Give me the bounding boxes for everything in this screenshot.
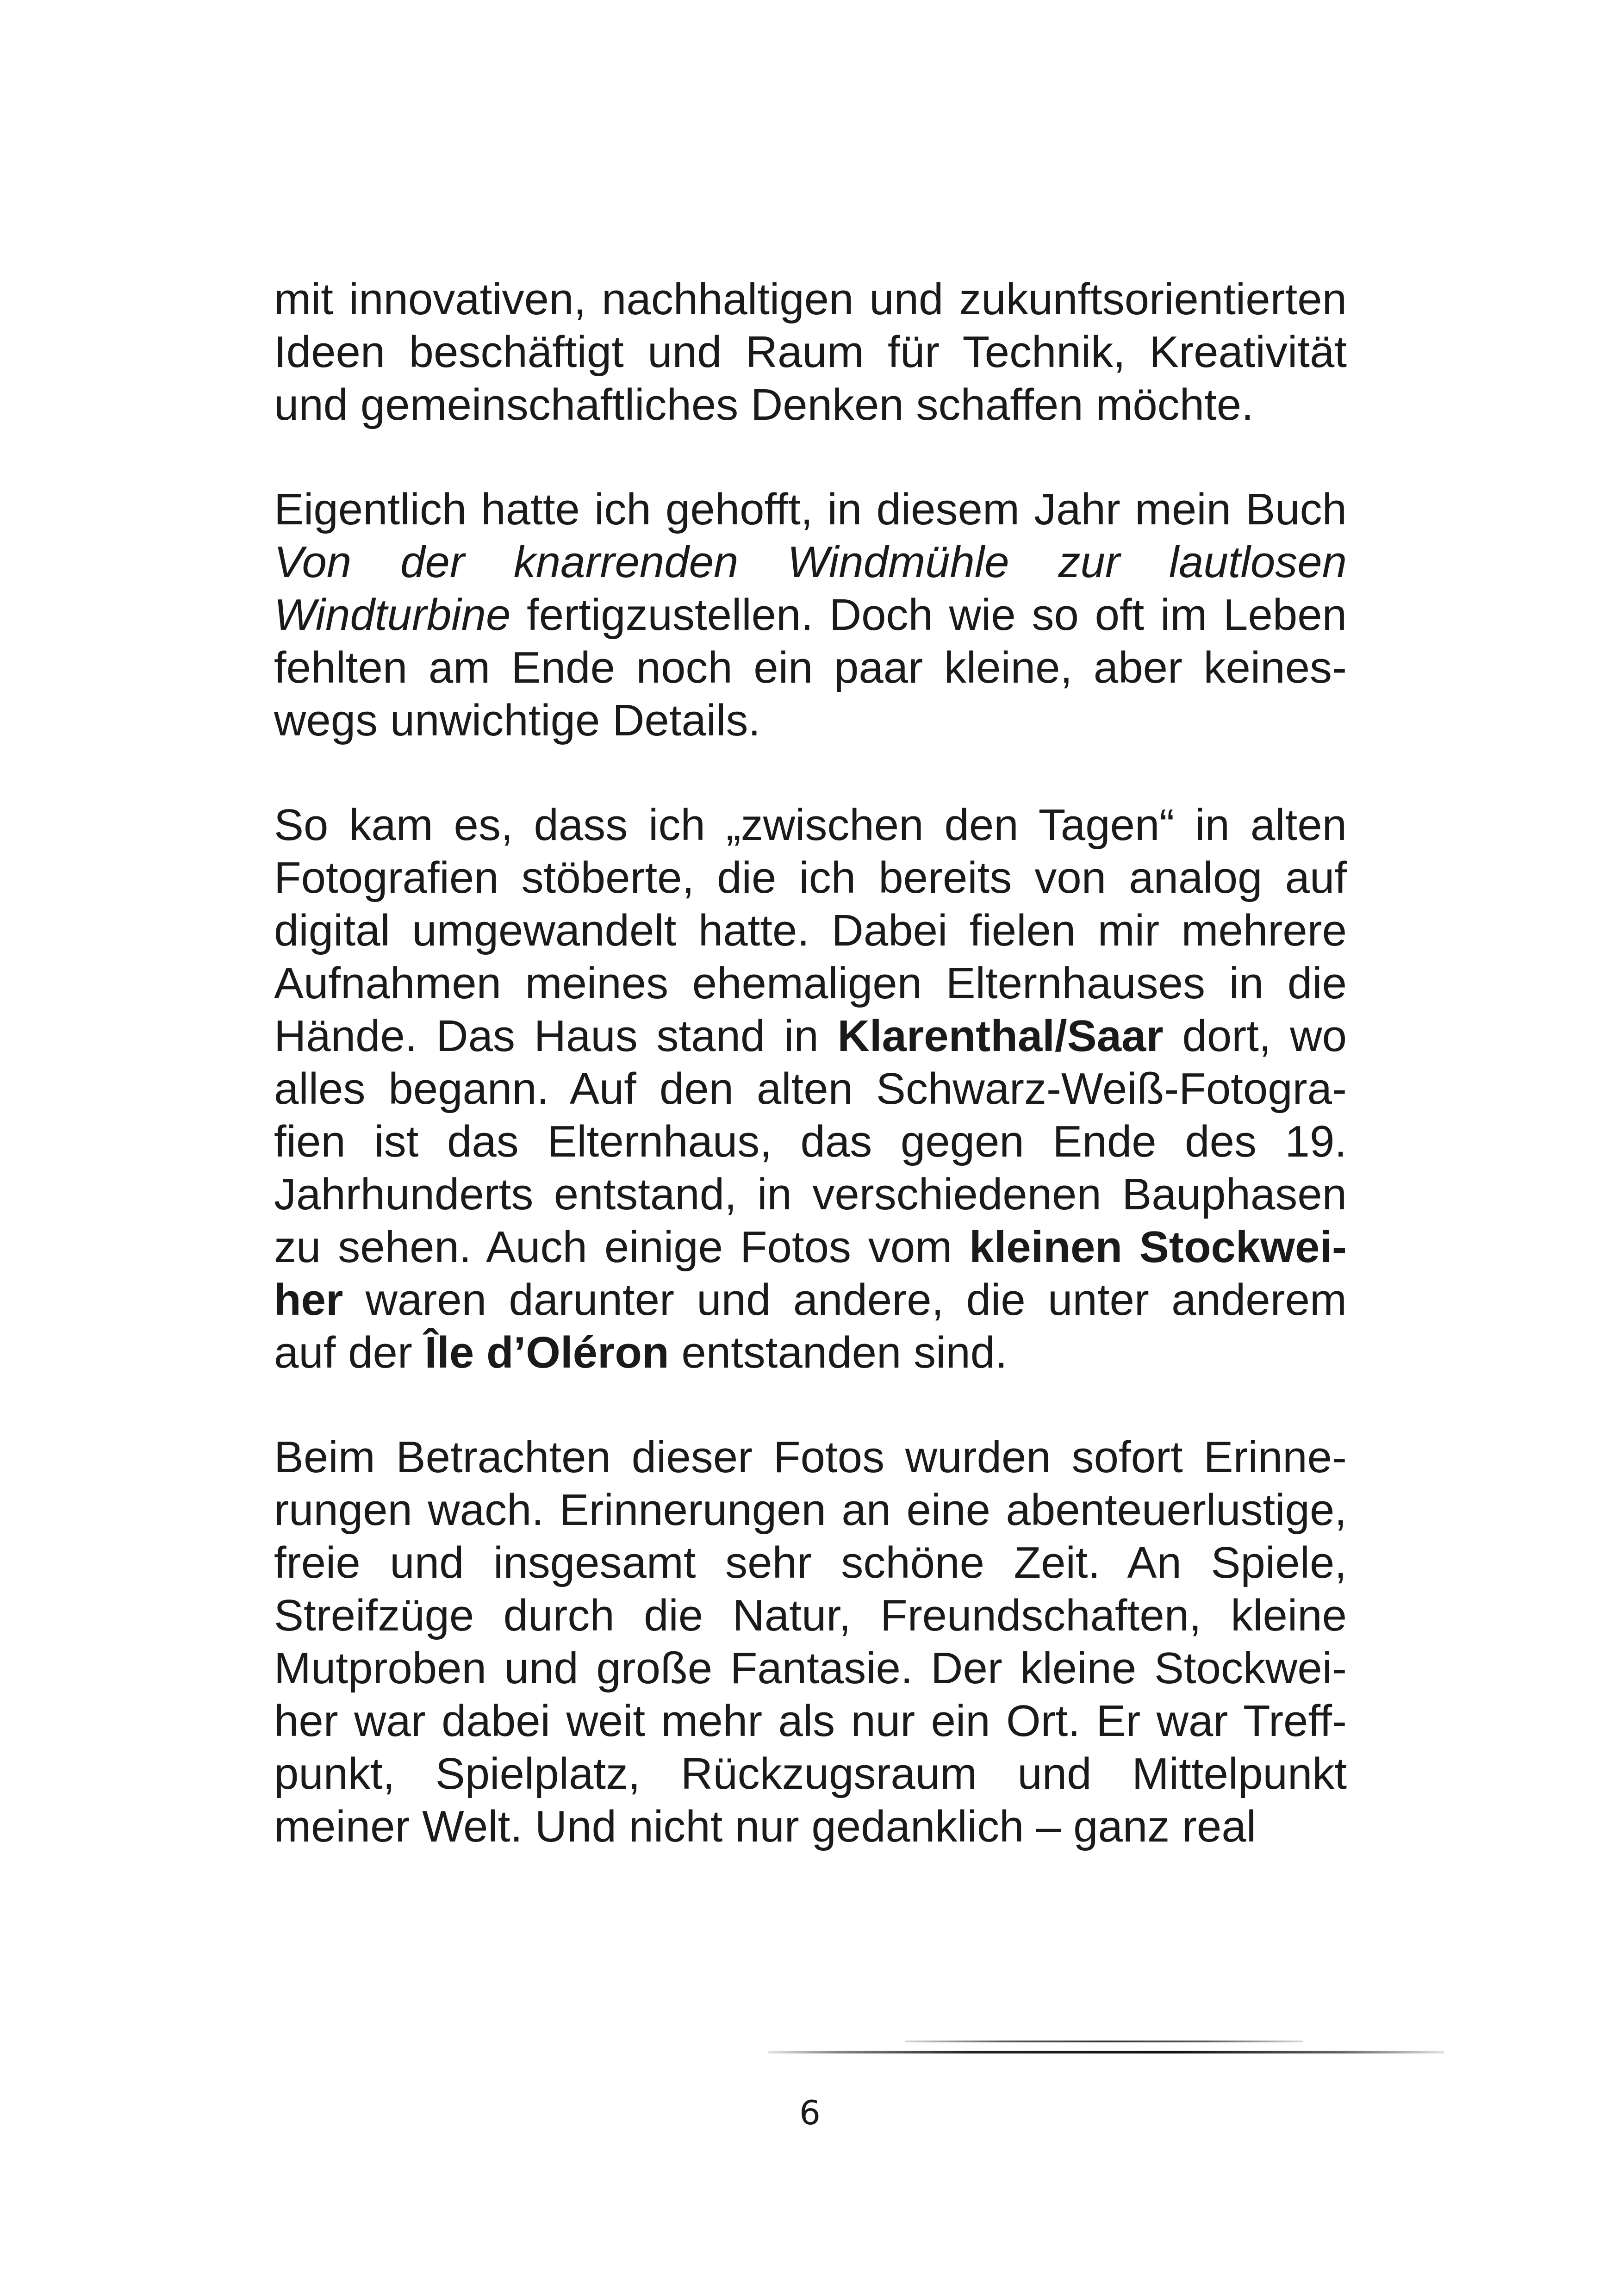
text-run: Beim Betrachten dieser Fotos wurden sofort Erinnerungen wach. Erinnerungen an eine abenteuerlustige, freie und insgesamt sehr schöne Zeit. An Spiele, Streifzüge durch die Natur, Freundschaften, kleine Mutproben und große Fantasie. Der kleine Stockweiher war dabei weit mehr als nur ein Ort. Er war Treffpunkt, Spielplatz, Rückzugsraum und Mittelpunkt meiner Welt. Und nicht nur gedanklich – ganz real (274, 1432, 1347, 1851)
bold-term: kleinen Stockweiher (274, 1222, 1347, 1325)
text-run: waren darunter und andere, die unter anderem auf der (274, 1275, 1347, 1377)
page-number: 6 (799, 2093, 821, 2132)
paragraph-3 (274, 799, 1347, 1379)
book-title: Von der knarrenden Windmühle zur lautlosen Windturbine (274, 537, 1347, 640)
paragraph-4 (274, 1431, 1347, 1853)
text-run: Eigentlich hatte ich gehofft, in diesem Jahr mein Buch (274, 485, 1347, 534)
footer-rule-lower (768, 2051, 1444, 2053)
body-text (274, 273, 1347, 1905)
text-run: So kam es, dass ich „zwischen den Tagen“ in alten Fotografien stöberte, die ich bereits von analog auf digital umgewandelt hatte. Dabei fielen mir mehrere Aufnahmen meines ehemaligen Elternhauses in die Hände. Das Haus stand in (274, 800, 1347, 1061)
text-run: fertigzustellen. Doch wie so oft im Leben fehlten am Ende noch ein paar kleine, aber keineswegs unwichtige Details. (274, 590, 1347, 745)
text-run: entstanden sind. (669, 1328, 1008, 1377)
bold-term: Klarenthal/Saar (837, 1011, 1164, 1061)
footer-rule-upper (905, 2041, 1303, 2042)
text-run: dort, wo alles begann. Auf den alten Schwarz-Weiß-Fotografien ist das Elternhaus, das gegen Ende des 19. Jahrhunderts entstand, in verschiedenen Bauphasen zu sehen. Auch einige Fotos vom (274, 1011, 1347, 1272)
paragraph-2 (274, 483, 1347, 747)
text-run: mit innovativen, nachhaltigen und zukunftsorientierten Ideen beschäftigt und Raum für Technik, Kreativität und gemeinschaftliches Denken schaffen möchte. (274, 274, 1347, 429)
paragraph-1 (274, 273, 1347, 431)
bold-term: Île d’Oléron (424, 1328, 669, 1377)
